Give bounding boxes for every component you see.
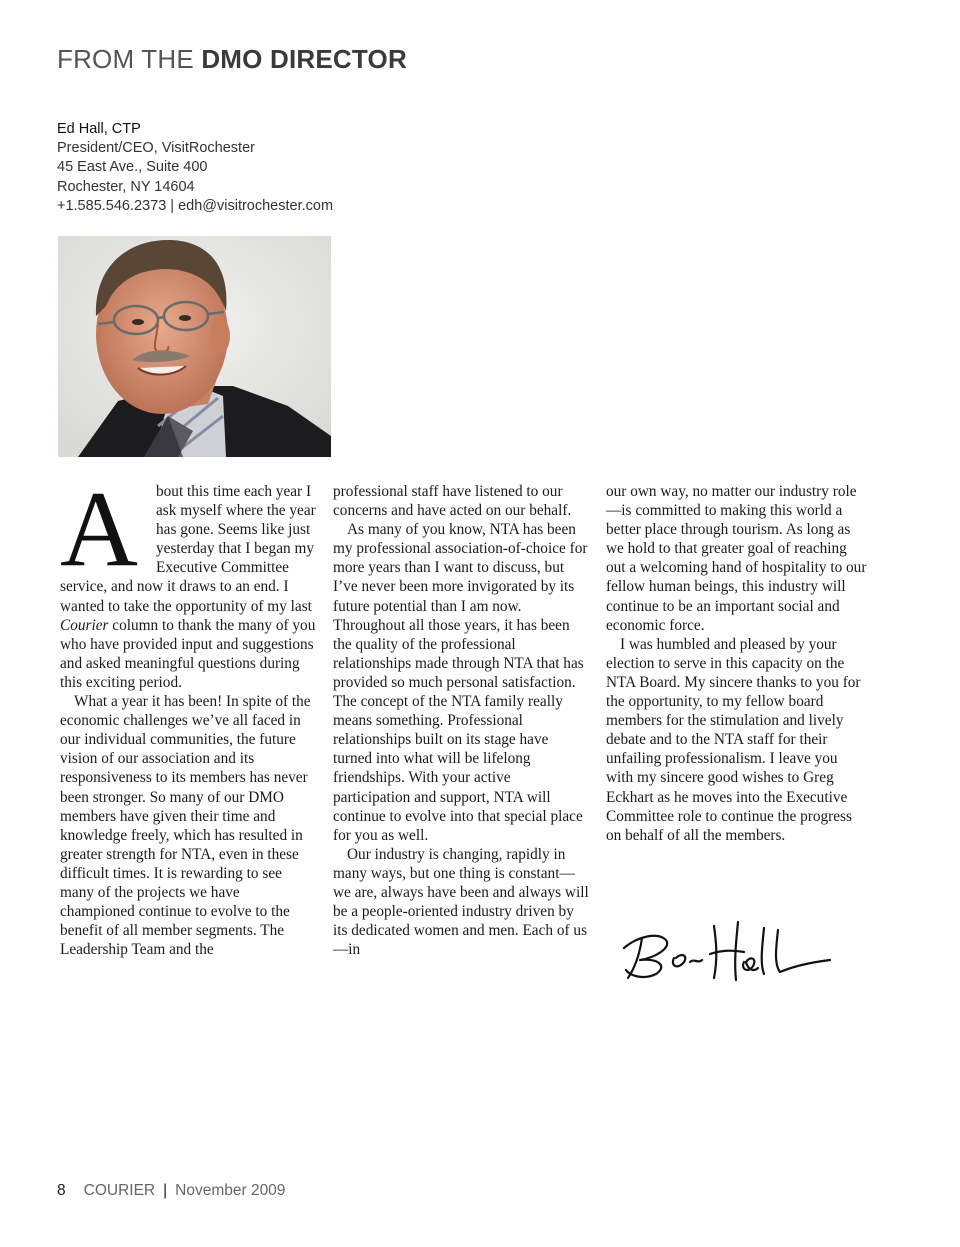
author-address-line2: Rochester, NY 14604 bbox=[57, 178, 195, 195]
drop-cap: A bbox=[60, 470, 138, 589]
author-contact-block bbox=[57, 120, 333, 216]
article-paragraph: As many of you know, NTA has been my professional association-of-choice for more years than I want to discuss, but I’ve never been more invigorated by its future potential than I am now. Throughout all those years, it has been the quality of the professional relationships made through NTA that has provided so much personal satisfaction. The concept of the NTA family really means something. Professional relationships built on its stage have turned into what will be lifelong friendships. With your active participation and support, NTA will continue to evolve into that special place for you as well. bbox=[333, 521, 588, 844]
article-paragraph: What a year it has been! In spite of the economic challenges we’ve all faced in our individual communities, the future vision of our association and its responsiveness to its members has never been stronger. So many of our DMO members have given their time and knowledge freely, which has resulted in greater strength for NTA, even in these difficult times. It is rewarding to see many of the projects we have championed continue to evolve to the benefit of all member segments. The Leadership Team and the bbox=[60, 693, 311, 959]
page-footer bbox=[57, 1182, 285, 1200]
author-title: President/CEO, VisitRochester bbox=[57, 140, 255, 157]
footer-separator: | bbox=[163, 1182, 168, 1199]
page-number: 8 bbox=[57, 1182, 66, 1199]
article-column-3 bbox=[606, 482, 868, 845]
page-title-light: FROM THE bbox=[57, 44, 202, 74]
article-paragraph bbox=[60, 470, 318, 692]
article-paragraph: Our industry is changing, rapidly in many ways, but one thing is constant—we are, always have been and always will be a people-oriented industry driven by its dedicated women and men. Each of us—in bbox=[333, 845, 589, 959]
author-address-line1: 45 East Ave., Suite 400 bbox=[57, 159, 208, 176]
page-title-bold: DMO DIRECTOR bbox=[201, 44, 407, 74]
paragraph-text: column to thank the many of you who have provided input and suggestions and asked meaningful questions during this exciting period. bbox=[60, 616, 316, 691]
article-column-2 bbox=[333, 482, 591, 959]
article-paragraph: professional staff have listened to our concerns and have acted on our behalf. bbox=[333, 483, 572, 520]
page-title bbox=[57, 44, 407, 75]
issue-date: November 2009 bbox=[175, 1182, 286, 1199]
article-column-1 bbox=[60, 470, 318, 959]
publication-name: COURIER bbox=[83, 1182, 156, 1199]
author-portrait bbox=[58, 236, 331, 457]
paragraph-text: bout this time each year I ask myself where the year has gone. Seems like just yesterday that I began my Executive Committee service, and now it draws to an end. I wanted to take the opportunity of my last bbox=[60, 483, 316, 615]
author-name: Ed Hall, CTP bbox=[57, 121, 141, 137]
article-paragraph: I was humbled and pleased by your election to serve in this capacity on the NTA Board. My sincere thanks to you for the opportunity, to my fellow board members for the stimulation and lively debate and to the NTA staff for their unfailing professionalism. I leave you with my sincere good wishes to Greg Eckhart as he moves into the Executive Committee role to continue the progress on behalf of all the members. bbox=[606, 635, 861, 844]
article-paragraph: our own way, no matter our industry role—is committed to making this world a better place through tourism. As long as we hold to that greater goal of reaching out a welcoming hand of hospitality to our fellow human beings, this industry will continue to be an important social and economic force. bbox=[606, 483, 867, 634]
author-phone-email: +1.585.546.2373 | edh@visitrochester.com bbox=[57, 197, 334, 214]
publication-name-italic: Courier bbox=[60, 616, 109, 634]
signature-icon bbox=[618, 918, 838, 988]
